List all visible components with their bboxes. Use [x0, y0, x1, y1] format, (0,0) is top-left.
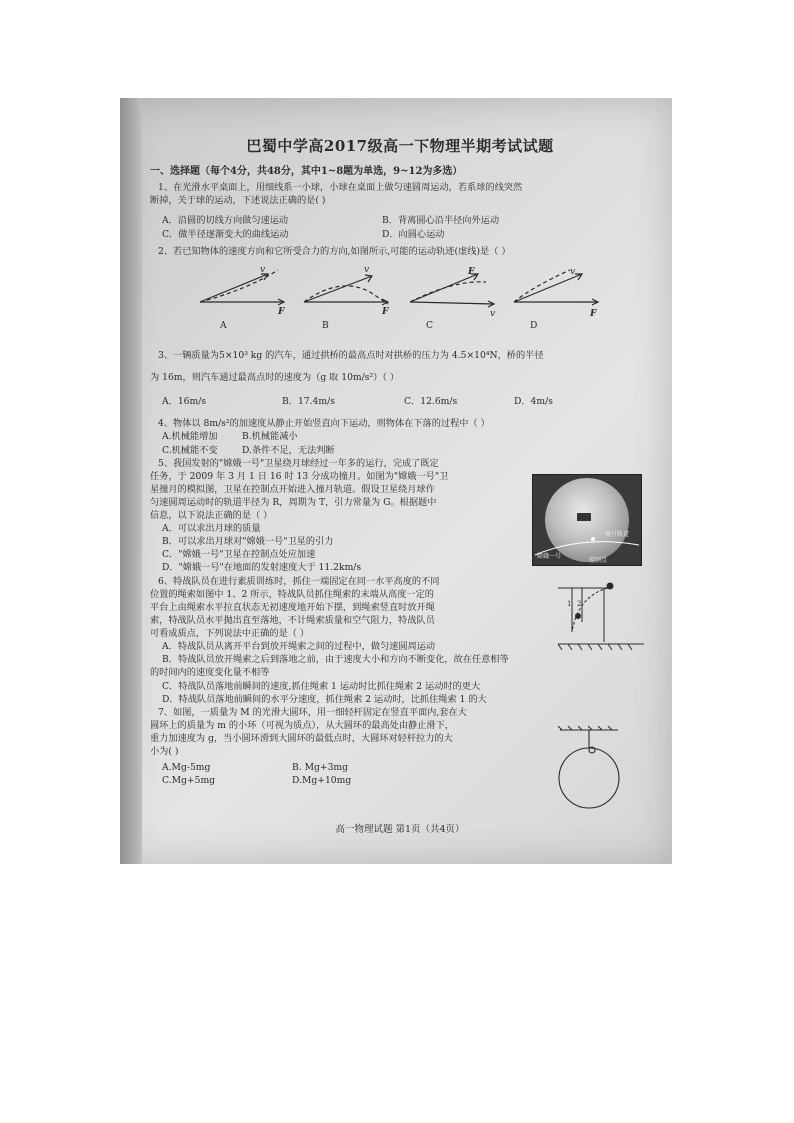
- q5-line-1: 5、我国发射的"嫦娥一号"卫星绕月球经过一年多的运行，完成了既定: [158, 458, 439, 469]
- q2-f-label-b: F: [382, 306, 389, 317]
- q6-rope-1-label: 1: [567, 600, 572, 608]
- q2-figure-a: [200, 270, 284, 305]
- q5-line-5: 信息，以下说法正确的是（ ）: [150, 510, 273, 521]
- q6-line-5: 可看成质点，下列说法中正确的是（ ）: [150, 628, 310, 639]
- q1-stem-2: 断掉，关于球的运动，下述说法正确的是( ): [150, 195, 326, 206]
- q1-option-d: D．向圆心运动: [382, 229, 445, 240]
- q3-option-a: A．16m/s: [162, 396, 207, 407]
- q2-figure-d: [514, 270, 598, 305]
- q2-figure-b: [304, 275, 388, 305]
- q7-option-a: A.Mg-5mg: [162, 762, 211, 773]
- q4-stem: 4、物体以 8m/s²的加速度从静止开始竖直向下运动，则物体在下落的过程中（ ）: [158, 418, 490, 429]
- q1-option-a: A．沿圆的切线方向做匀速运动: [162, 215, 289, 226]
- exam-page: [150, 104, 650, 856]
- q3-stem-2: 为 16m，则汽车通过最高点时的速度为（g 取 10m/s²）（ ）: [150, 372, 400, 383]
- q2-f-label-c: F: [468, 266, 475, 277]
- q7-option-c: C.Mg+5mg: [162, 775, 216, 786]
- q6-option-a: A．特战队员从离开平台到放开绳索之间的过程中，做匀速圆周运动: [162, 641, 436, 652]
- q3-option-b: B．17.4m/s: [282, 396, 335, 407]
- q6-line-4: 索，特战队员水平抛出直至落地，不计绳索质量和空气阻力，特战队员: [150, 615, 435, 626]
- q2-label-b: B: [322, 320, 329, 331]
- q6-option-c: C．特战队员落地前瞬间的速度,抓住绳索 1 运动时比抓住绳索 2 运动时的更大: [162, 681, 481, 692]
- q2-label-c: C: [426, 320, 434, 331]
- q2-v-label-a: v: [260, 264, 266, 275]
- q7-ring-figure: [554, 726, 624, 814]
- q2-label-a: A: [220, 320, 227, 331]
- section-heading: 一、选择题（每个4分，共48分，其中1~8题为单选，9~12为多选）: [150, 166, 463, 177]
- q2-v-label-c: v: [490, 308, 496, 319]
- q2-label-d: D: [530, 320, 538, 331]
- moon-label-control: 控制点: [589, 557, 608, 564]
- q1-stem-1: 1、在光滑水平桌面上，用细线系一小球，小球在桌面上做匀速圆周运动，若系球的线突然: [158, 182, 523, 193]
- q4-option-b: B.机械能减小: [242, 431, 298, 442]
- q4-option-a: A.机械能增加: [162, 431, 218, 442]
- exam-title: 巴蜀中学高2017级高一下物理半期考试试题: [246, 137, 554, 155]
- q7-option-b: B. Mg+3mg: [292, 762, 349, 773]
- q3-option-c: C．12.6m/s: [404, 396, 458, 407]
- q2-stem: 2、若已知物体的速度方向和它所受合力的方向,如图所示,可能的运动轨迹(虚线)是（ ）: [158, 246, 511, 257]
- q1-option-c: C．做半径逐渐变大的曲线运动: [162, 229, 289, 240]
- q6-option-b-1: B．特战队员放开绳索之后到落地之前，由于速度大小和方向不断变化，故在任意相等: [162, 654, 509, 665]
- q6-rope-2-label: 2: [577, 600, 582, 608]
- q7-option-d: D.Mg+10mg: [292, 775, 352, 786]
- q7-line-3: 重力加速度为 g，当小圆环滑到大圆环的最低点时，大圆环对轻杆拉力的大: [150, 733, 453, 744]
- q3-stem-1: 3、一辆质量为5×10³ kg 的汽车，通过拱桥的最高点时对拱桥的压力为 4.5×10⁴N，桥的半径: [158, 350, 544, 361]
- q2-v-label-d: v: [570, 266, 576, 277]
- q1-option-b: B．背离圆心沿半径向外运动: [382, 215, 500, 226]
- q4-option-c: C.机械能不变: [162, 445, 218, 456]
- q2-v-label-b: v: [364, 264, 370, 275]
- photo-edge-shadow: [120, 98, 142, 864]
- q2-trajectory-figures: [196, 262, 616, 334]
- q7-line-4: 小为( ): [150, 746, 179, 757]
- q5-option-a: A．可以求出月球的质量: [162, 523, 261, 534]
- q5-line-4: 匀速圆周运动时的轨道半径为 R，周期为 T，引力常量为 G。根据题中: [150, 497, 437, 508]
- page-footer: 高一物理试题 第1页（共4页）: [335, 824, 465, 835]
- q6-line-3: 平台上由绳索水平拉直状态无初速度地开始下摆，到绳索竖直时放开绳: [150, 602, 435, 613]
- q5-line-3: 星撞月的模拟图，卫星在控制点开始进入撞月轨道。假设卫星绕月球作: [150, 484, 435, 495]
- q4-option-d: D.条件不足，无法判断: [242, 445, 335, 456]
- q5-line-2: 任务，于 2009 年 3 月 1 日 16 时 13 分成功撞月。如图为"嫦娥一号"卫: [150, 471, 449, 482]
- q6-option-d: D．特战队员落地前瞬间的水平分速度，抓住绳索 2 运动时，比抓住绳索 1 的大: [162, 694, 487, 705]
- moon-label-satellite: 嫦娥一号: [537, 553, 562, 560]
- q7-line-1: 7、如图，一质量为 M 的光滑大圆环，用一细轻杆固定在竖直平面内,套在大: [158, 707, 467, 718]
- q6-line-1: 6、特战队员在进行素质训练时，抓住一端固定在同一水平高度的不同: [158, 576, 440, 587]
- q5-moon-figure: [532, 474, 642, 566]
- q2-figure-c: [410, 274, 494, 307]
- q5-option-c: C．"嫦娥一号"卫星在控制点处应加速: [162, 549, 316, 560]
- q6-option-b-2: 的时间内的速度变化量不相等: [150, 667, 270, 678]
- q6-line-2: 位置的绳索如图中 1、2 所示，特战队员抓住绳索的末端从高度一定的: [150, 589, 434, 600]
- q6-rope-figure: [548, 582, 648, 654]
- q5-option-d: D．"嫦娥一号"在地面的发射速度大于 11.2km/s: [162, 562, 362, 573]
- q2-f-label-d: F: [590, 308, 597, 319]
- q2-f-label-a: F: [278, 306, 285, 317]
- moon-label-orbit: 撞月轨道: [605, 531, 630, 538]
- photo-of-exam-sheet: [120, 98, 672, 864]
- q3-option-d: D．4m/s: [514, 396, 553, 407]
- q7-line-2: 圆环上的质量为 m 的小环（可视为质点），从大圆环的最高处由静止滑下，: [150, 720, 454, 731]
- q5-option-b: B．可以求出月球对"嫦娥一号"卫星的引力: [162, 536, 334, 547]
